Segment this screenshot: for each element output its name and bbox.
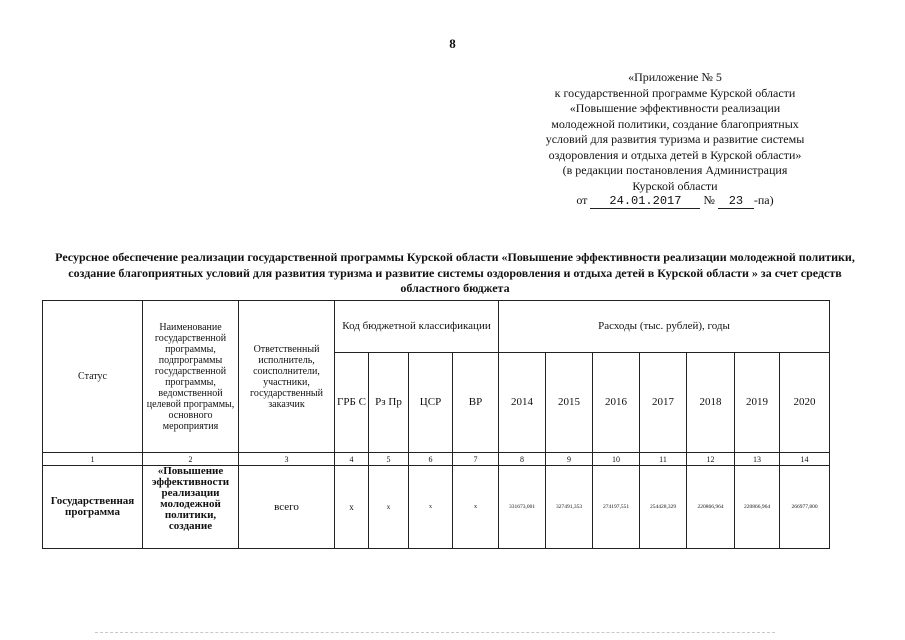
column-number: 5 — [369, 453, 409, 466]
table-row — [43, 466, 830, 549]
row-value-2018: 220866,964 — [687, 466, 735, 549]
row-vr: x — [453, 466, 499, 549]
header-executor: Ответственный исполнитель, соисполнители, участники, государственный заказчик — [239, 301, 335, 453]
document-title: Ресурсное обеспечение реализации государственной программы Курской области «Повышение эффективности реализации молодежной политики, создание благоприятных условий для развития туризма и развитие системы оздоровления и отдыха детей в Курской области » за счет средств областного бюджета — [55, 250, 855, 295]
appendix-line: (в редакции постановления Администрация — [562, 163, 788, 177]
budget-table — [42, 300, 830, 549]
number-label: № — [703, 193, 715, 207]
header-csr: ЦСР — [409, 353, 453, 453]
column-number: 9 — [546, 453, 593, 466]
appendix-line: «Приложение № 5 — [628, 70, 722, 84]
appendix-line: молодежной политики, создание благоприятных — [551, 116, 799, 131]
column-number: 10 — [593, 453, 640, 466]
column-number-row — [43, 453, 830, 466]
row-executor: всего — [239, 466, 335, 549]
column-number: 8 — [499, 453, 546, 466]
row-rzpr: x — [369, 466, 409, 549]
header-year: 2017 — [640, 353, 687, 453]
header-year: 2020 — [780, 353, 830, 453]
row-value-2015: 327491,353 — [546, 466, 593, 549]
date-label: от — [576, 193, 588, 207]
column-number: 6 — [409, 453, 453, 466]
header-year: 2016 — [593, 353, 640, 453]
header-year: 2019 — [735, 353, 780, 453]
header-budget-code: Код бюджетной классификации — [335, 301, 499, 353]
resolution-reference — [520, 193, 830, 209]
column-number: 11 — [640, 453, 687, 466]
column-number: 7 — [453, 453, 499, 466]
appendix-line: оздоровления и отдыха детей в Курской области» — [548, 147, 802, 162]
column-number: 14 — [780, 453, 830, 466]
header-status: Статус — [43, 301, 143, 453]
row-name: «Повышение эффективности реализации молодежной политики, создание — [143, 466, 239, 549]
header-name: Наименование государственной программы, подпрограммы государственной программы, ведомственной целевой программы, основного мероприятия — [143, 301, 239, 453]
header-vr: ВР — [453, 353, 499, 453]
page-bottom-edge — [95, 632, 775, 633]
header-grbs: ГРБ С — [335, 353, 369, 453]
column-number: 12 — [687, 453, 735, 466]
appendix-line: условий для развития туризма и развитие системы — [545, 132, 805, 146]
row-grbs: x — [335, 466, 369, 549]
row-csr: x — [409, 466, 453, 549]
header-year: 2018 — [687, 353, 735, 453]
row-value-2017: 254428,329 — [640, 466, 687, 549]
page-number: 8 — [449, 36, 456, 51]
resolution-number: 23 — [718, 195, 754, 209]
column-number: 2 — [143, 453, 239, 466]
number-suffix: -па) — [753, 193, 774, 207]
header-year: 2015 — [546, 353, 593, 453]
column-number: 13 — [735, 453, 780, 466]
row-value-2020: 266977,800 — [780, 466, 830, 549]
header-rzpr: Рз Пр — [369, 353, 409, 453]
appendix-line: к государственной программе Курской области — [554, 85, 796, 100]
column-number: 3 — [239, 453, 335, 466]
row-value-2019: 220866,964 — [735, 466, 780, 549]
row-value-2014: 331673,001 — [499, 466, 546, 549]
resolution-date: 24.01.2017 — [590, 195, 700, 209]
appendix-block — [520, 70, 830, 209]
column-number: 1 — [43, 453, 143, 466]
appendix-line: «Повышение эффективности реализации — [569, 101, 781, 115]
column-number: 4 — [335, 453, 369, 466]
header-expenses: Расходы (тыс. рублей), годы — [499, 301, 830, 353]
appendix-line: Курской области — [632, 178, 718, 193]
row-status: Государственная программа — [43, 466, 143, 549]
row-value-2016: 274197,551 — [593, 466, 640, 549]
header-year: 2014 — [499, 353, 546, 453]
